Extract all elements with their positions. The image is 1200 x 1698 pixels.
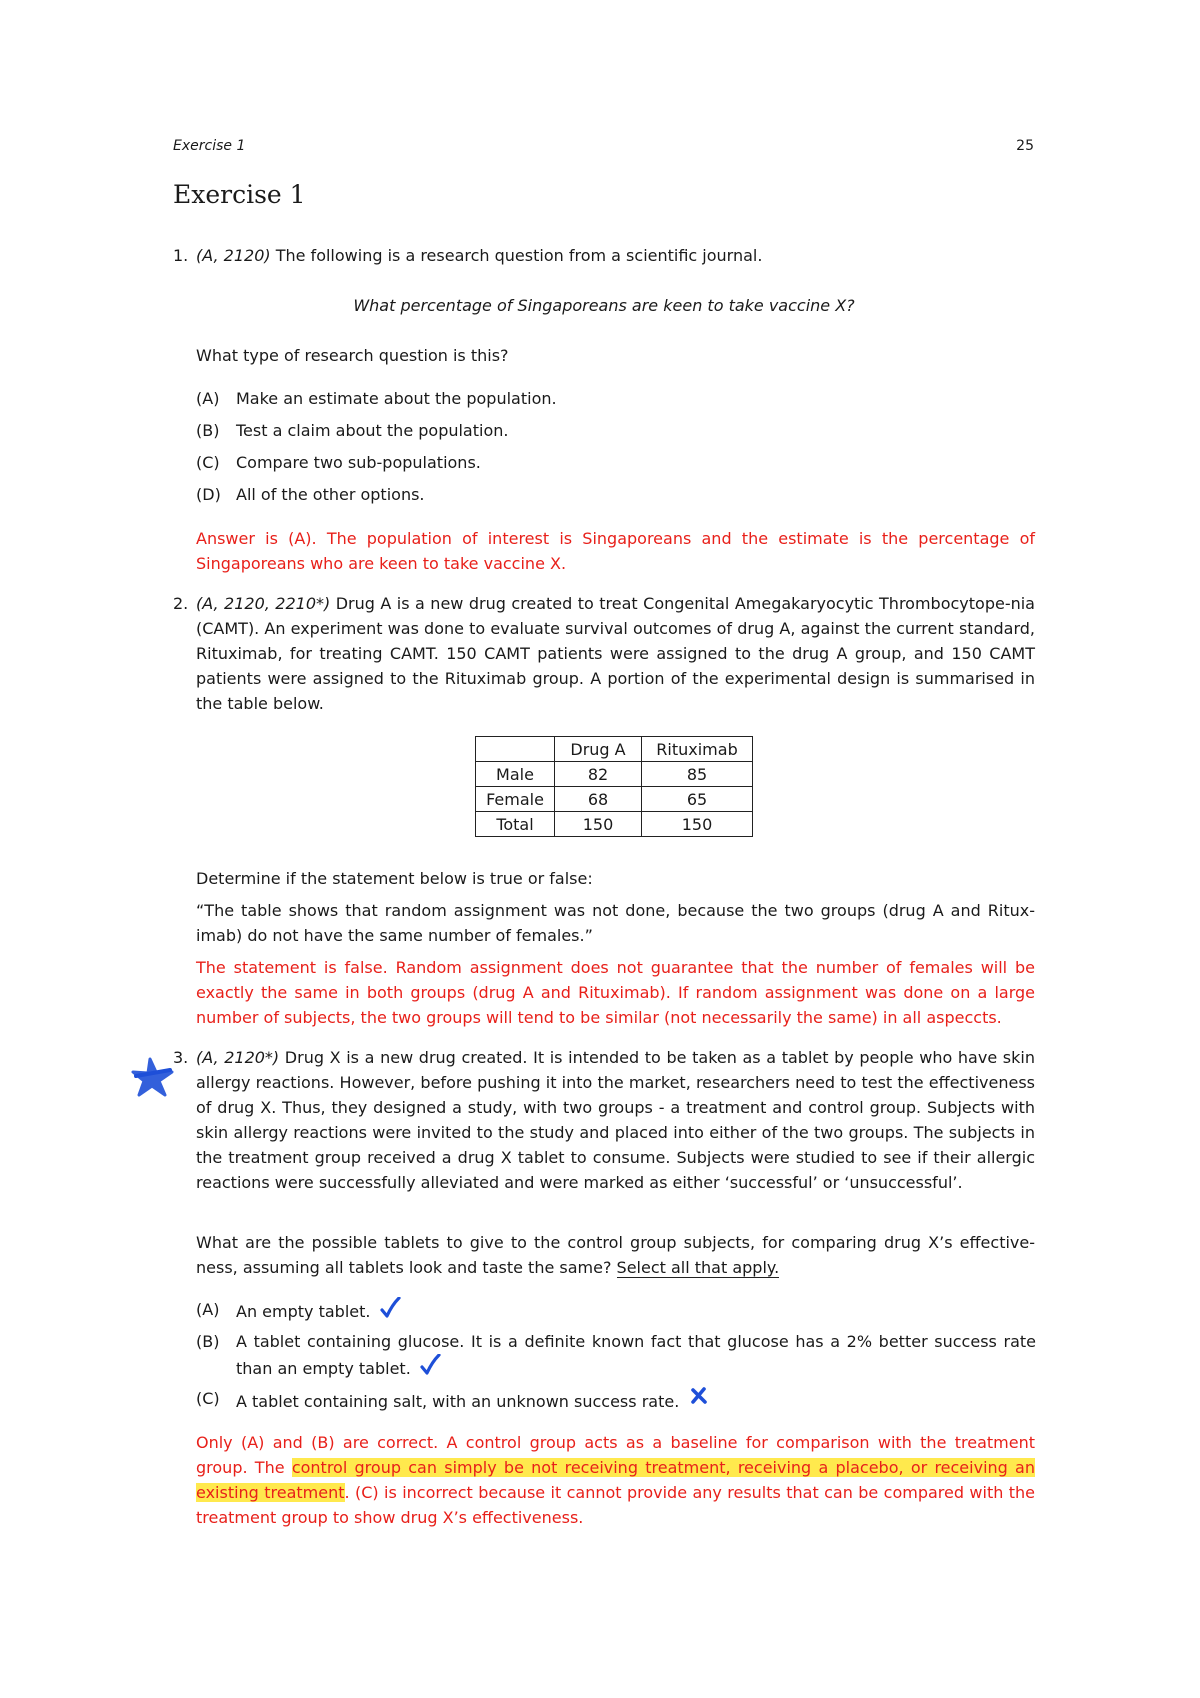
option-item: (D) All of the other options. bbox=[196, 485, 425, 504]
table-row: Male 82 85 bbox=[476, 762, 753, 787]
question-text: The following is a research question from a scientific journal. bbox=[270, 246, 763, 265]
highlighted-text: control group can simply be not receiving treatment, receiving a placebo, or receiving an existing treatment bbox=[196, 1458, 1036, 1502]
question-tag: (A, 2120, 2210*) bbox=[196, 594, 331, 613]
question-2-statement: “The table shows that random assignment was not done, because the two groups (drug A and Ritux-imab) do not have the same number of females.” bbox=[196, 901, 1035, 945]
option-item: (A) An empty tablet. bbox=[196, 1297, 1036, 1324]
check-mark-icon bbox=[379, 1297, 401, 1319]
question-2-prompt: Determine if the statement below is true or false: bbox=[196, 869, 593, 888]
question-text: Drug A is a new drug created to treat Congenital Amegakaryocytic Thrombocytope-nia (CAMT). An experiment was done to evaluate survival outcomes of drug A, against the current standard, Rituximab, for treating CAMT. 150 CAMT patients were assigned to the drug A group, and 150 CAMT patients were assigned to the Rituximab group. A portion of the experimental design is summarised in the table below. bbox=[196, 594, 1035, 713]
option-item: (A) Make an estimate about the population. bbox=[196, 389, 557, 408]
star-mark-icon bbox=[130, 1055, 176, 1099]
question-number: 2. bbox=[173, 594, 189, 613]
answer-3: Only (A) and (B) are correct. A control group acts as a baseline for comparison with the treatment group. The control group can simply be not receiving treatment, receiving a placebo, or receiving an existing treatment. (C) is incorrect because it cannot provide any results that can be compared with the treatment group to show drug X’s effectiveness. bbox=[196, 1433, 1036, 1527]
select-all-note: Select all that apply. bbox=[616, 1258, 780, 1277]
cross-mark-icon bbox=[689, 1386, 709, 1406]
option-item: (B) A tablet containing glucose. It is a definite known fact that glucose has a 2% better success rate than an empty tablet. bbox=[196, 1332, 1036, 1378]
group-table bbox=[475, 736, 753, 837]
question-number: 3. bbox=[173, 1048, 189, 1067]
page-title: Exercise 1 bbox=[173, 180, 306, 209]
answer-2: The statement is false. Random assignment does not guarantee that the number of females will be exactly the same in both groups (drug A and Rituximab). If random assignment was done on a large number of subjects, the two groups will tend to be similar (not necessarily the same) in all aspeccts. bbox=[196, 958, 1035, 1027]
check-mark-icon bbox=[419, 1354, 441, 1376]
question-tag: (A, 2120*) bbox=[196, 1048, 280, 1067]
research-question-quote: What percentage of Singaporeans are keen to take vaccine X? bbox=[353, 296, 855, 315]
question-1-prompt: What type of research question is this? bbox=[196, 346, 509, 365]
question-3 bbox=[173, 1045, 1035, 1195]
table-header-row: Drug A Rituximab bbox=[476, 737, 753, 762]
question-tag: (A, 2120) bbox=[196, 246, 271, 265]
option-item: (B) Test a claim about the population. bbox=[196, 421, 509, 440]
question-1 bbox=[173, 243, 1035, 268]
running-header: Exercise 1 bbox=[173, 138, 246, 154]
question-text: Drug X is a new drug created. It is intended to be taken as a tablet by people who have skin allergy reactions. However, before pushing it into the market, researchers need to test the effectiveness of drug X. Thus, they designed a study, with two groups - a treatment and control group. Subjects with skin allergy reactions were invited to the study and placed into either of the two groups. The subjects in the treatment group received a drug X tablet to consume. Subjects were studied to see if their allergic reactions were successfully alleviated and were marked as either ‘successful’ or ‘unsuccessful’. bbox=[196, 1048, 1035, 1192]
answer-1: Answer is (A). The population of interest is Singaporeans and the estimate is the percentage of Singaporeans who are keen to take vaccine X. bbox=[196, 529, 1035, 573]
option-item: (C) Compare two sub-populations. bbox=[196, 453, 481, 472]
question-3-prompt: What are the possible tablets to give to the control group subjects, for comparing drug X’s effective-ness, assuming all tablets look and taste the same? Select all that apply. bbox=[196, 1233, 1035, 1277]
table-row: Female 68 65 bbox=[476, 787, 753, 812]
option-item: (C) A tablet containing salt, with an unknown success rate. bbox=[196, 1386, 1036, 1414]
table-row: Total 150 150 bbox=[476, 812, 753, 837]
page-number: 25 bbox=[1016, 138, 1034, 154]
question-2 bbox=[173, 591, 1035, 716]
question-number: 1. bbox=[173, 246, 189, 265]
